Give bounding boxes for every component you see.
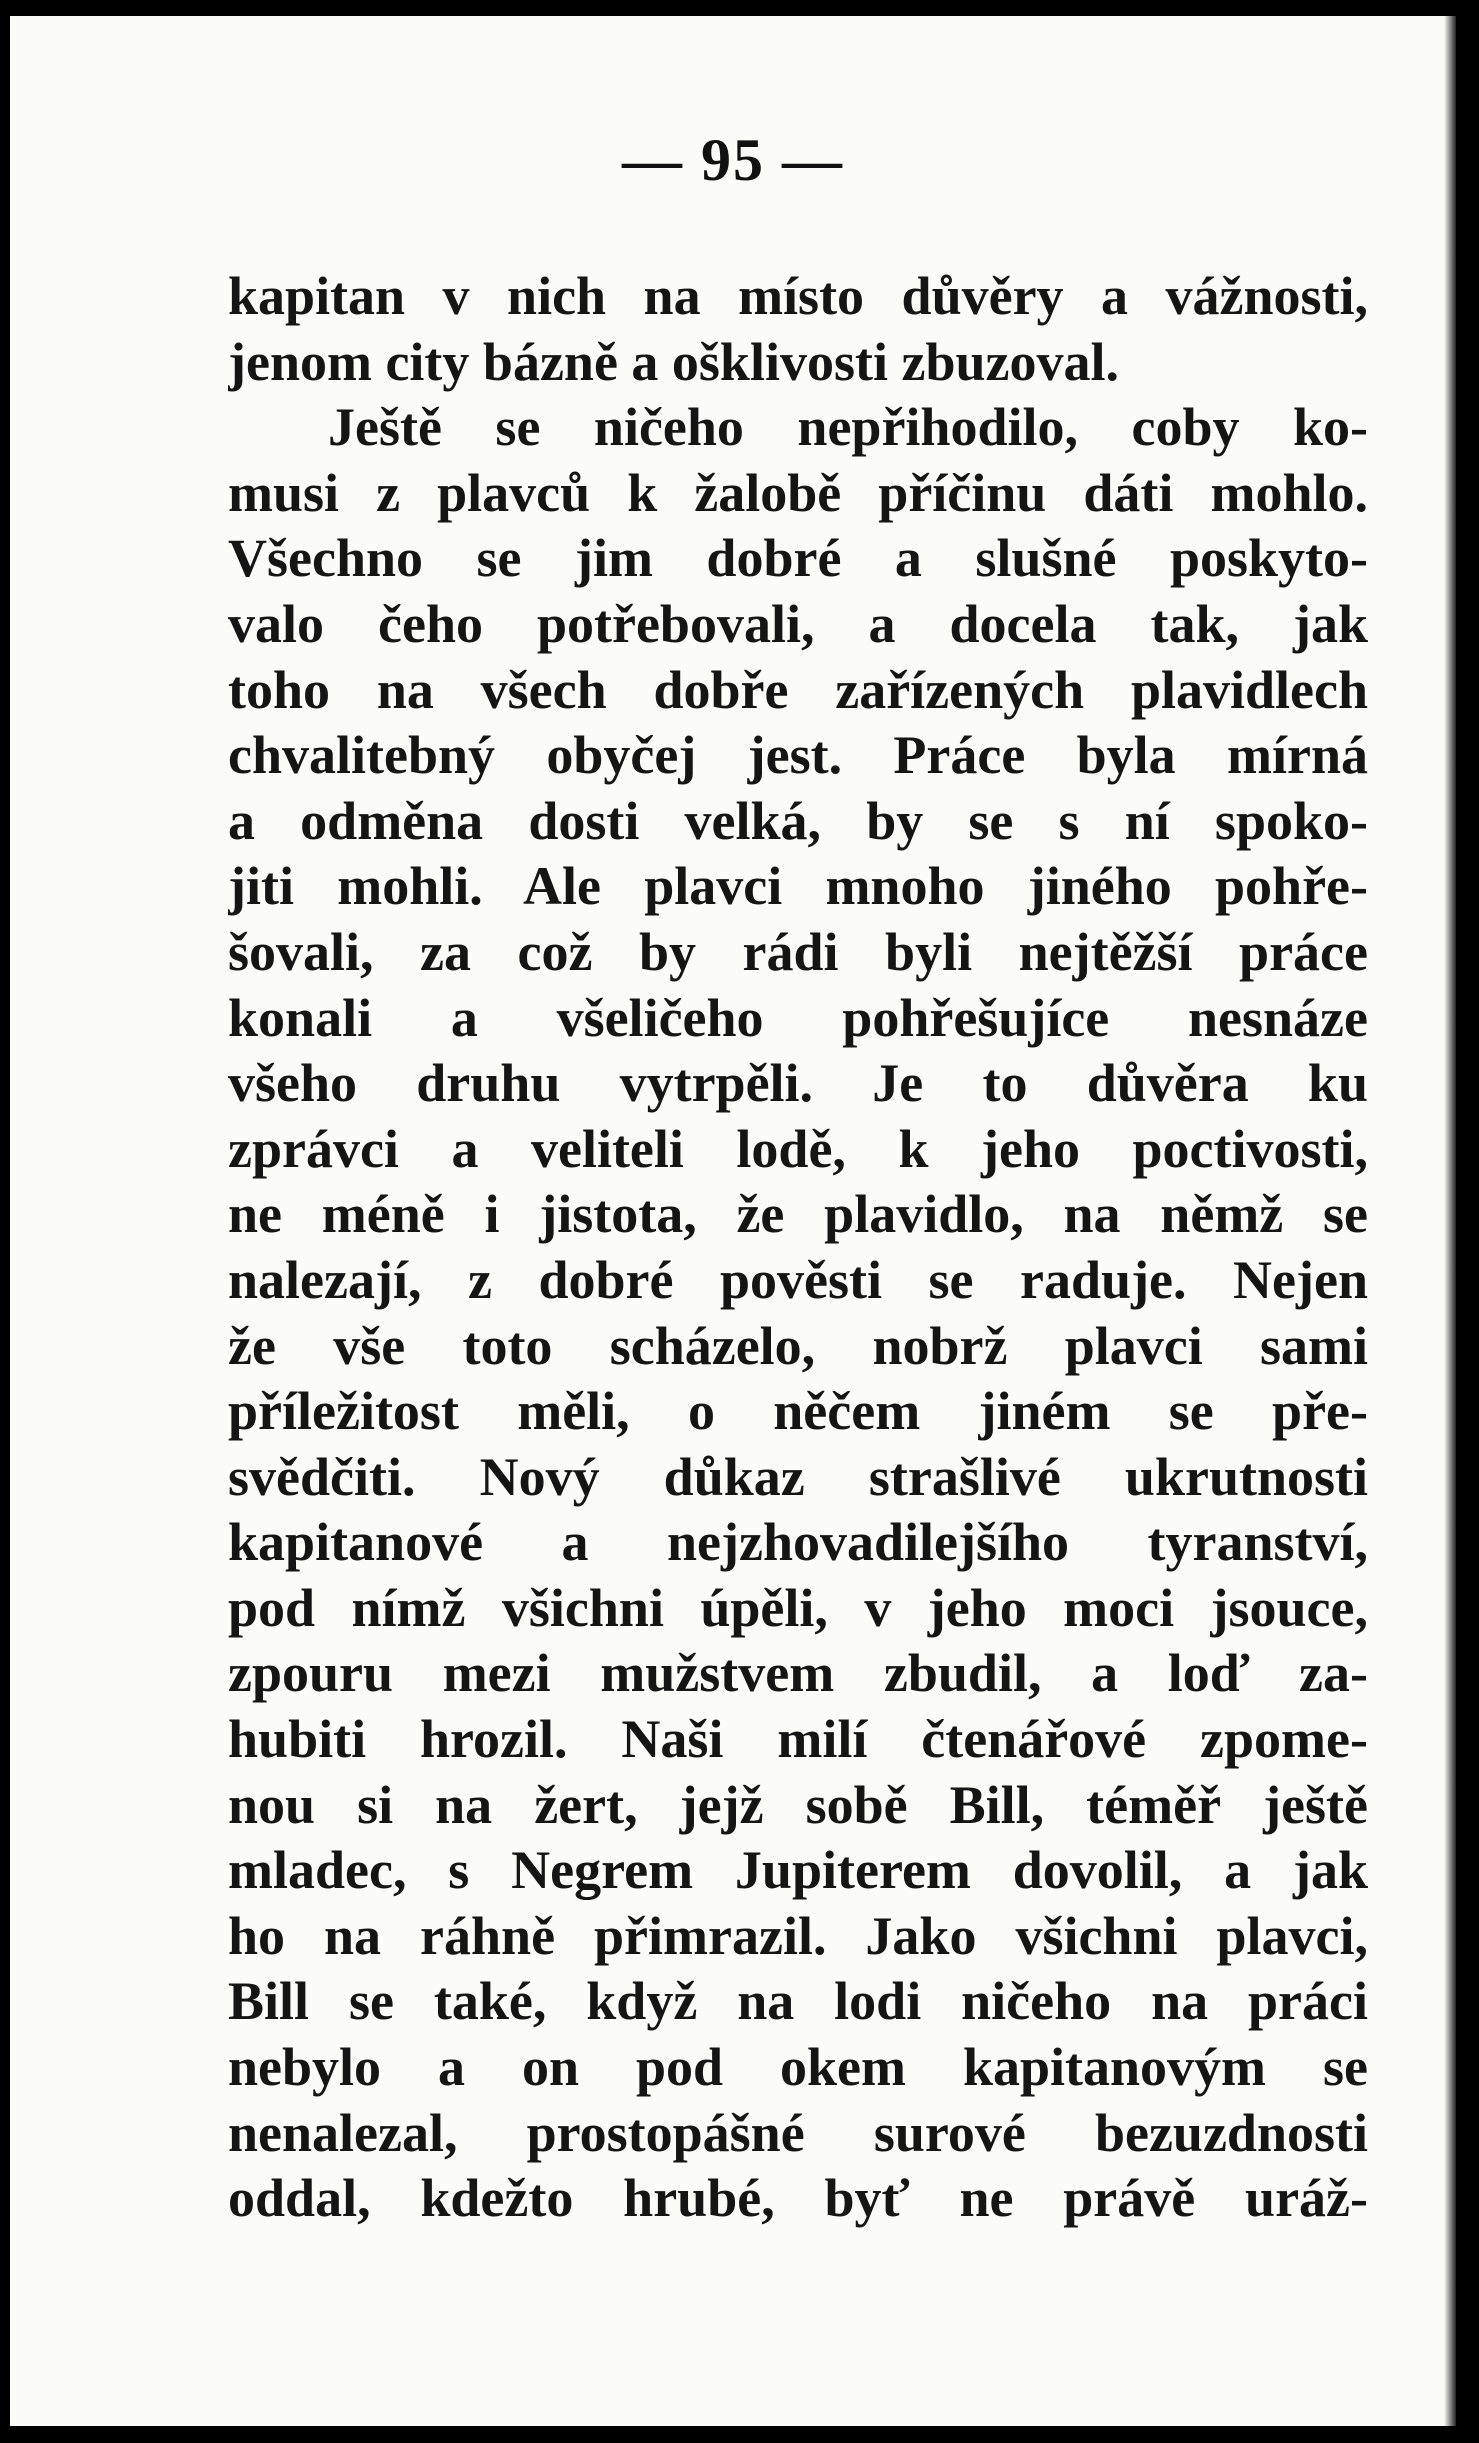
page-edge-shadow xyxy=(1444,16,1456,2426)
text-line: Všechno se jim dobré a slušné poskyto- xyxy=(228,528,1368,589)
text-line: oddal, kdežto hrubé, byť ne právě uráž- xyxy=(228,2168,1368,2229)
text-line: zpouru mezi mužstvem zbudil, a loď za- xyxy=(228,1643,1368,1704)
text-line: ne méně i jistota, že plavidlo, na němž se xyxy=(228,1184,1368,1245)
text-line: všeho druhu vytrpěli. Je to důvěra ku xyxy=(228,1053,1368,1114)
text-line: Ještě se ničeho nepřihodilo, coby ko- xyxy=(328,397,1368,458)
text-line: svědčiti. Nový důkaz strašlivé ukrutnosti xyxy=(228,1446,1368,1507)
text-line: a odměna dosti velká, by se s ní spoko- xyxy=(228,790,1368,851)
text-line: valo čeho potřebovali, a docela tak, jak xyxy=(228,593,1368,654)
text-line: šovali, za což by rádi byli nejtěžší práce xyxy=(228,921,1368,982)
text-line: toho na všech dobře zařízených plavidlech xyxy=(228,659,1368,720)
text-line: Bill se také, když na lodi ničeho na práci xyxy=(228,1971,1368,2032)
text-line: konali a všeličeho pohřešujíce nesnáze xyxy=(228,987,1368,1048)
text-line: nou si na žert, jejž sobě Bill, téměř ještě xyxy=(228,1774,1368,1835)
text-line: ho na ráhně přimrazil. Jako všichni plavci, xyxy=(228,1905,1368,1966)
text-line: mladec, s Negrem Jupiterem dovolil, a jak xyxy=(228,1840,1368,1901)
text-line: musi z plavců k žalobě příčinu dáti mohlo. xyxy=(228,462,1368,523)
text-line: příležitost měli, o něčem jiném se pře- xyxy=(228,1381,1368,1442)
text-line: jenom city bázně a ošklivosti zbuzoval. xyxy=(228,331,1119,392)
text-line: kapitan v nich na místo důvěry a vážnosti, xyxy=(228,266,1368,326)
text-line: zprávci a veliteli lodě, k jeho poctivosti, xyxy=(228,1118,1368,1179)
text-line: pod nímž všichni úpěli, v jeho moci jsouce, xyxy=(228,1577,1368,1638)
text-line: nebylo a on pod okem kapitanovým se xyxy=(228,2037,1368,2098)
page-number: — 95 — xyxy=(622,127,844,193)
text-line: chvalitebný obyčej jest. Práce byla mírná xyxy=(228,725,1368,786)
text-line: jiti mohli. Ale plavci mnoho jiného pohře- xyxy=(228,856,1368,917)
text-line: kapitanové a nejzhovadilejšího tyranství, xyxy=(228,1512,1368,1573)
text-line: že vše toto scházelo, nobrž plavci sami xyxy=(228,1315,1368,1376)
body-text xyxy=(228,264,1368,2232)
book-page xyxy=(10,16,1456,2426)
text-line: nenalezal, prostopášné surové bezuzdnosti xyxy=(228,2102,1368,2163)
text-line: hubiti hrozil. Naši milí čtenářové zpome- xyxy=(228,1709,1368,1770)
text-line: nalezají, z dobré pověsti se raduje. Nejen xyxy=(228,1249,1368,1310)
